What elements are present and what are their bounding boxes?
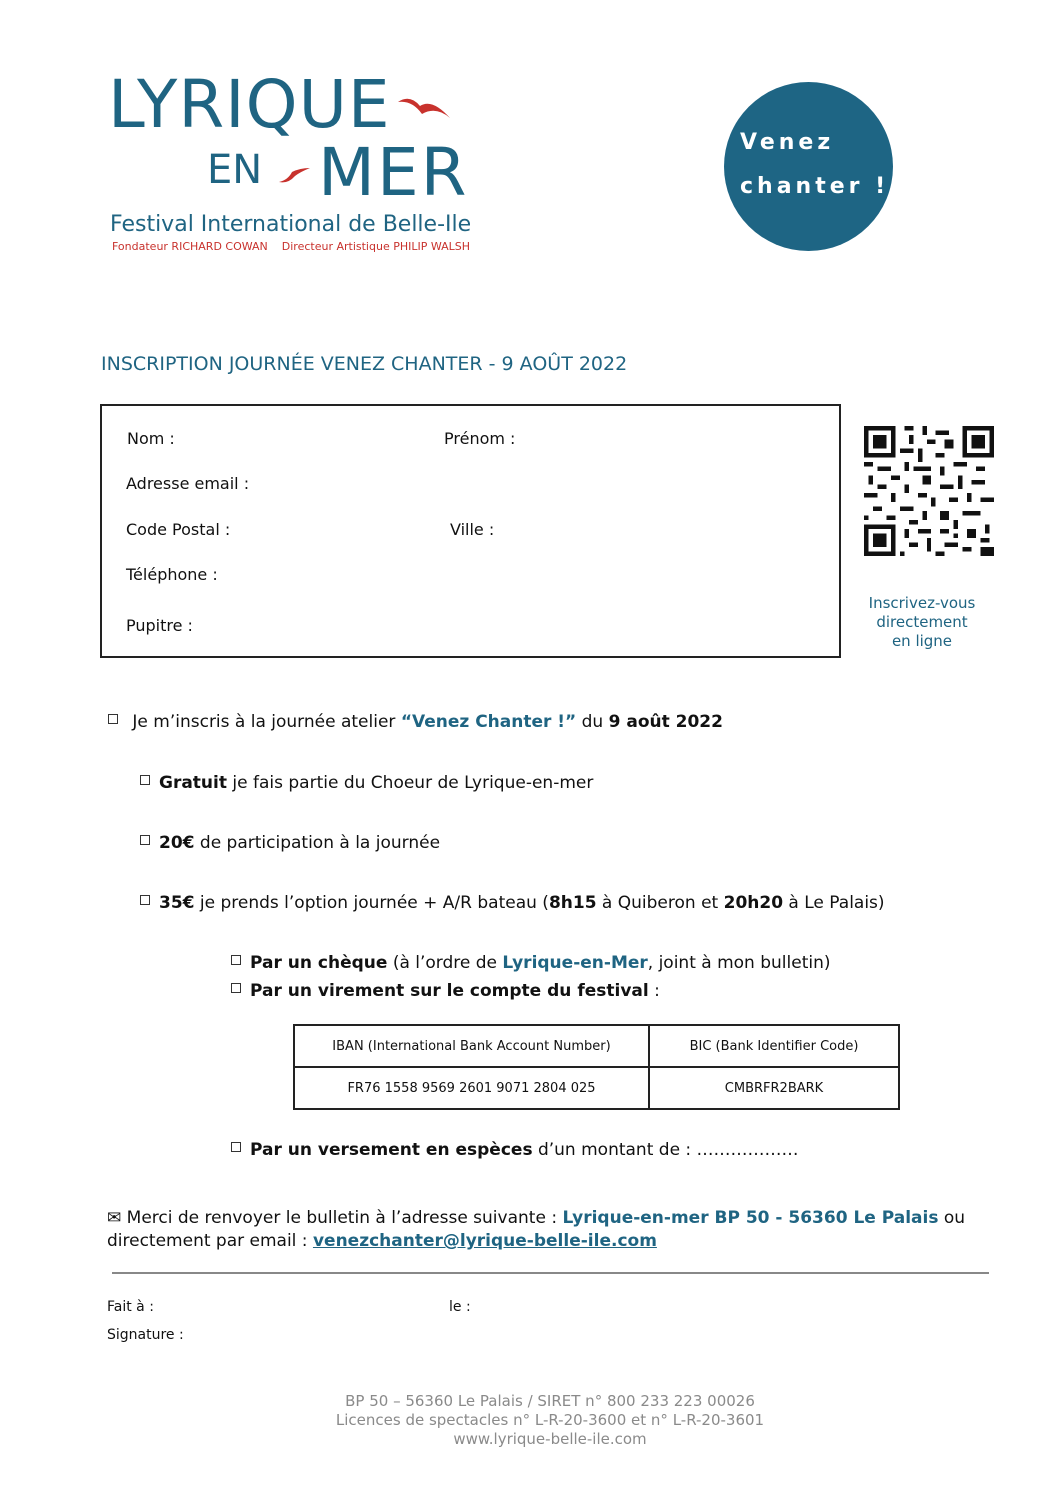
- signature-label: Signature :: [107, 1327, 184, 1343]
- payment-virement[interactable]: [231, 983, 660, 1000]
- date-label: le :: [449, 1299, 471, 1315]
- table-row: [294, 1067, 899, 1109]
- option-main-text: Je m’inscris à la journée atelier: [132, 712, 401, 732]
- option-gratuit[interactable]: [140, 775, 593, 792]
- bank-details-table: [293, 1024, 900, 1110]
- option-35-text2: à Quiberon et: [596, 893, 724, 913]
- payment-cheque-bold: Par un chèque: [250, 953, 388, 973]
- iban-header: IBAN (International Bank Account Number): [294, 1025, 649, 1067]
- footer-address: BP 50 – 56360 Le Palais / SIRET n° 800 233 223 00026: [345, 1392, 755, 1410]
- checkbox-icon[interactable]: [231, 1142, 241, 1152]
- founder-credit: Fondateur RICHARD COWAN: [112, 240, 268, 253]
- option-35-text1: je prends l’option journée + A/R bateau (: [194, 893, 549, 913]
- qr-caption: [852, 594, 992, 651]
- payment-virement-bold: Par un virement sur le compte du festival: [250, 981, 649, 1001]
- table-row: [294, 1025, 899, 1067]
- pupitre-label: Pupitre :: [126, 616, 193, 635]
- option-35-time2: 20h20: [723, 893, 784, 913]
- email-label: Adresse email :: [126, 474, 250, 493]
- email-link[interactable]: venezchanter@lyrique-belle-ile.com: [312, 1231, 657, 1251]
- option-main-highlight: “Venez Chanter !”: [400, 712, 577, 732]
- badge-line2: chanter !: [740, 174, 890, 199]
- logo-mer: MER: [318, 134, 469, 211]
- logo-en: EN: [207, 147, 263, 193]
- option-main-date: 9 août 2022: [608, 712, 723, 732]
- code-postal-label: Code Postal :: [126, 520, 231, 539]
- director-credit: Directeur Artistique PHILIP WALSH: [281, 240, 471, 253]
- payment-cheque-payee: Lyrique-en-Mer: [502, 953, 648, 973]
- option-20-text: de participation à la journée: [194, 833, 441, 853]
- checkbox-icon[interactable]: [140, 775, 150, 785]
- return-email-text: directement par email :: [107, 1231, 313, 1251]
- bic-header: BIC (Bank Identifier Code): [649, 1025, 899, 1067]
- checkbox-icon[interactable]: [108, 714, 118, 724]
- footer-licences: Licences de spectacles n° L-R-20-3600 et n° L-R-20-3601: [335, 1411, 765, 1429]
- checkbox-icon[interactable]: [140, 895, 150, 905]
- option-gratuit-text: je fais partie du Choeur de Lyrique-en-mer: [227, 773, 594, 793]
- return-instructions: [107, 1207, 1007, 1253]
- qr-caption-line2: directement: [876, 613, 968, 631]
- option-20-bold: 20€: [159, 833, 195, 853]
- footer-website[interactable]: www.lyrique-belle-ile.com: [453, 1430, 647, 1448]
- logo-lyrique: LYRIQUE: [108, 66, 391, 143]
- option-35-time1: 8h15: [548, 893, 597, 913]
- venez-chanter-badge: [724, 82, 893, 251]
- option-main-mid: du: [576, 712, 609, 732]
- option-gratuit-bold: Gratuit: [159, 773, 227, 793]
- logo-credits: [112, 241, 484, 252]
- option-main[interactable]: [108, 714, 723, 731]
- ville-label: Ville :: [450, 520, 495, 539]
- payment-cheque[interactable]: [231, 955, 831, 972]
- footer: [200, 1392, 900, 1449]
- prenom-label: Prénom :: [444, 429, 516, 448]
- seagull-icon-large: [396, 92, 452, 124]
- bic-value: CMBRFR2BARK: [649, 1067, 899, 1109]
- payment-especes-bold: Par un versement en espèces: [250, 1140, 533, 1160]
- payment-virement-text: :: [648, 981, 660, 1001]
- badge-line1: Venez: [740, 130, 835, 155]
- option-35-bold: 35€: [159, 893, 195, 913]
- telephone-label: Téléphone :: [126, 565, 218, 584]
- payment-especes[interactable]: [231, 1142, 799, 1159]
- checkbox-icon[interactable]: [140, 835, 150, 845]
- divider: [112, 1272, 989, 1274]
- registration-form-box: [100, 404, 841, 658]
- option-35-text3: à Le Palais): [783, 893, 885, 913]
- qr-caption-line3: en ligne: [891, 632, 953, 650]
- seagull-icon-small: [278, 166, 312, 186]
- option-35[interactable]: [140, 895, 885, 912]
- payment-cheque-text1: (à l’ordre de: [387, 953, 503, 973]
- nom-label: Nom :: [127, 429, 175, 448]
- return-mid: ou: [938, 1208, 966, 1228]
- option-20[interactable]: [140, 835, 440, 852]
- iban-value: FR76 1558 9569 2601 9071 2804 025: [294, 1067, 649, 1109]
- logo-festival-name: Festival International de Belle-Ile: [110, 212, 472, 237]
- fait-a-label: Fait à :: [107, 1299, 154, 1315]
- page-title: INSCRIPTION JOURNÉE VENEZ CHANTER - 9 AOÛT 2022: [101, 353, 628, 375]
- qr-code-icon[interactable]: [864, 426, 994, 556]
- checkbox-icon[interactable]: [231, 983, 241, 993]
- return-text: Merci de renvoyer le bulletin à l’adresse suivante :: [121, 1208, 563, 1228]
- payment-especes-text: d’un montant de : ………………: [532, 1140, 799, 1160]
- envelope-icon: ✉: [107, 1208, 122, 1228]
- qr-caption-line1: Inscrivez-vous: [868, 594, 976, 612]
- return-address: Lyrique-en-mer BP 50 - 56360 Le Palais: [562, 1208, 939, 1228]
- payment-cheque-text2: , joint à mon bulletin): [647, 953, 831, 973]
- checkbox-icon[interactable]: [231, 955, 241, 965]
